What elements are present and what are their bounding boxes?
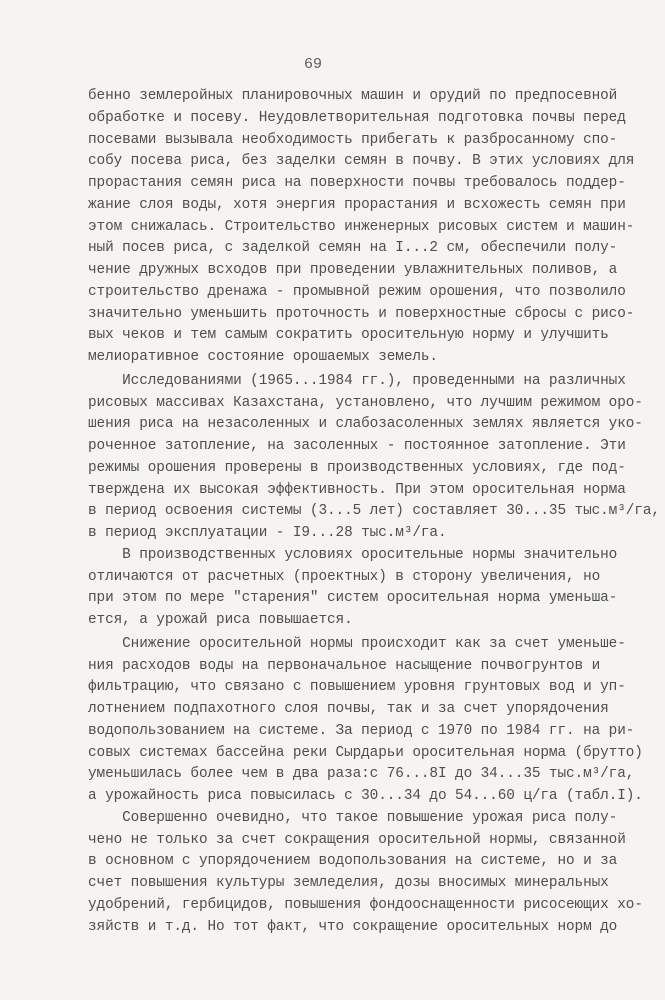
text-line: уменьшилась более чем в два раза:с 76...8I до 34...35 тыс.м³/га, [88, 766, 635, 783]
text-line: режимы орошения проверены в производственных условиях, где под- [88, 459, 626, 476]
text-line: лотнением подпахотного слоя почвы, так и за счет упорядочения [88, 701, 609, 717]
text-line: фильтрацию, что связано с повышением уровня грунтовых вод и уп- [88, 679, 626, 696]
text-line: удобрений, гербицидов, повышения фондооснащенности рисосеющих хо- [88, 896, 643, 913]
text-line: строительство дренажа - промывной режим орошения, что позволило [88, 283, 626, 300]
text-line: отличаются от расчетных (проектных) в сторону увеличения, но [88, 568, 601, 585]
text-line: рисовых массивах Казахстана, установлено, что лучшим режимом оро- [88, 394, 643, 411]
text-line: шения риса на незасоленных и слабозасоленных землях является уко- [88, 416, 643, 433]
paragraph [88, 86, 648, 369]
text-line: в период эксплуатации - I9...28 тыс.м³/га. [88, 525, 447, 541]
text-line: зяйств и т.д. Но тот факт, что сокращение оросительных норм до [88, 918, 618, 935]
text-line: счет повышения культуры земледелия, дозы вносимых минеральных [88, 875, 609, 891]
text-line: этом снижалась. Строительство инженерных рисовых систем и машин- [88, 218, 635, 235]
text-line: обработке и посеву. Неудовлетворительная подготовка почвы перед [88, 109, 626, 126]
text-line: при этом по мере "старения" систем оросительная норма уменьша- [88, 590, 618, 607]
text-line: В производственных условиях оросительные нормы значительно [88, 546, 618, 563]
text-line: чение дружных всходов при проведении увлажнительных поливов, а [88, 262, 618, 278]
text-line: ется, а урожай риса повышается. [88, 612, 353, 628]
text-line: чено не только за счет сокращения оросительной нормы, связанной [88, 831, 626, 848]
text-line: тверждена их высокая эффективность. При этом оросительная норма [88, 481, 626, 498]
document-body [88, 86, 660, 938]
text-line: роченное затопление, на засоленных - постоянное затопление. Эти [88, 438, 626, 454]
text-line: Исследованиями (1965...1984 гг.), проведенными на различных [88, 372, 626, 389]
paragraph [88, 545, 648, 632]
text-line: бенно землеройных планировочных машин и орудий по предпосевной [88, 88, 618, 104]
text-line: Снижение оросительной нормы происходит как за счет уменьше- [88, 635, 626, 652]
text-line: посевами вызывала необходимость прибегать к разбросанному спо- [88, 131, 618, 148]
paragraph [88, 634, 648, 808]
text-line: водопользованием на системе. За период с 1970 по 1984 гг. на ри- [88, 722, 635, 739]
text-line: мелиоративное состояние орошаемых земель. [88, 349, 438, 365]
paragraph [88, 371, 660, 545]
paragraph [88, 808, 648, 939]
text-line: в период освоения системы (3...5 лет) составляет 30...35 тыс.м³/га, [88, 503, 660, 520]
text-line: вых чеков и тем самым сократить оросительную норму и улучшить [88, 327, 609, 344]
text-line: значительно уменьшить проточность и поверхностные сбросы с рисо- [88, 305, 635, 322]
text-line: ния расходов воды на первоначальное насыщение почвогрунтов и [88, 657, 601, 674]
text-line: в основном с упорядочением водопользования на системе, но и за [88, 853, 618, 870]
text-line: жание слоя воды, хотя энергия прорастания и всхожесть семян при [88, 196, 626, 213]
text-line: прорастания семян риса на поверхности почвы требовалось поддер- [88, 175, 626, 191]
text-line: совых системах бассейна реки Сырдарьи оросительная норма (брутто) [88, 744, 643, 761]
page-number: 69 [304, 56, 323, 73]
text-line: Совершенно очевидно, что такое повышение урожая риса полу- [88, 809, 618, 826]
text-line: а урожайность риса повысилась с 30...34 до 54...60 ц/га (табл.I). [88, 788, 643, 804]
text-line: собу посева риса, без заделки семян в почву. В этих условиях для [88, 153, 635, 170]
text-line: ный посев риса, с заделкой семян на I...2 см, обеспечили полу- [88, 240, 618, 257]
